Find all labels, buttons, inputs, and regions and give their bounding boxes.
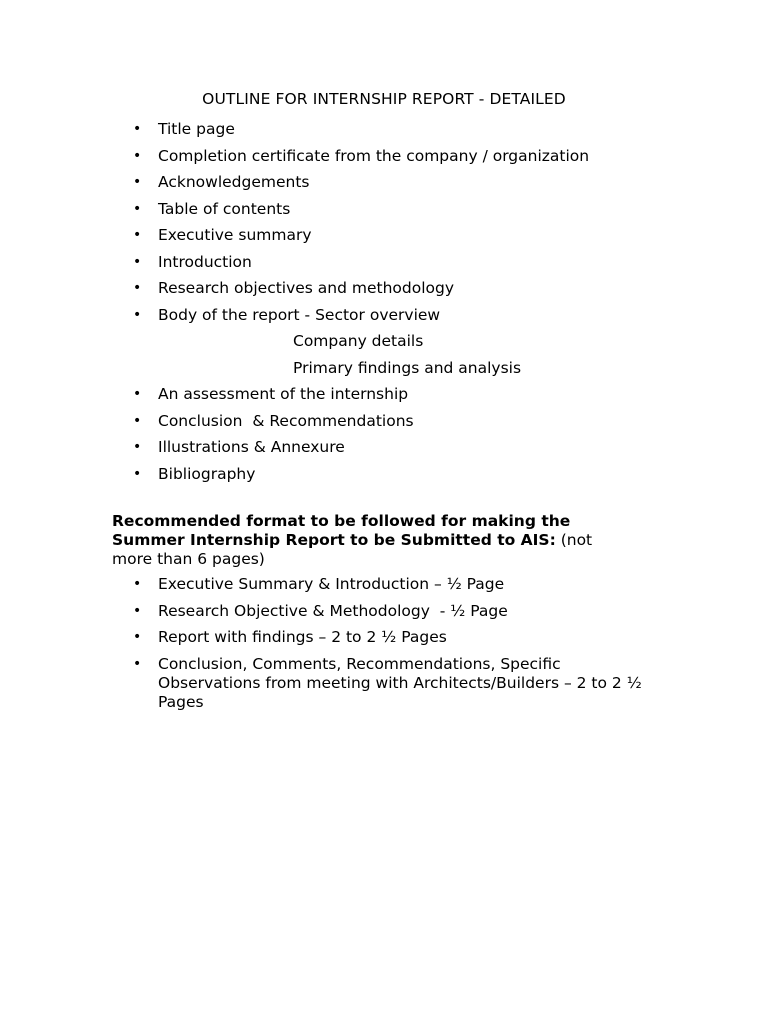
list-item [133, 249, 718, 276]
list-item [133, 381, 718, 408]
list-item [133, 196, 718, 223]
list-item-text: Body of the report - Sector overview [158, 305, 441, 324]
list-item [133, 434, 718, 461]
list-item [133, 143, 718, 170]
page-title: OUTLINE FOR INTERNSHIP REPORT - DETAILED [202, 90, 566, 108]
outline-list [112, 116, 718, 487]
list-item-text: Illustrations & Annexure [158, 438, 345, 456]
bullet-icon: • [133, 280, 142, 296]
sub-list-item [158, 328, 718, 355]
bullet-icon: • [133, 602, 142, 619]
list-item [133, 408, 718, 435]
list-item-text: Bibliography [158, 464, 256, 483]
bullet-icon: • [133, 655, 142, 672]
sub-list-item-text: Company details [293, 332, 424, 350]
list-item-text: Research objectives and methodology [158, 279, 455, 297]
list-item [133, 169, 718, 196]
list-item [133, 302, 718, 329]
list-item-text: Executive summary [158, 226, 312, 244]
list-item-text: Table of contents [158, 199, 291, 218]
bullet-icon: • [133, 386, 142, 402]
sub-list-item [158, 355, 718, 382]
format-heading-bold: Recommended format to be followed for making the Summer Internship Report to be Submitted to AIS: [112, 512, 571, 549]
bullet-icon: • [133, 306, 142, 323]
format-list [112, 575, 658, 719]
list-item [133, 601, 658, 621]
bullet-icon: • [133, 147, 142, 164]
list-item [133, 222, 718, 249]
bullet-icon: • [133, 174, 142, 190]
bullet-icon: • [133, 121, 142, 137]
list-item-text: An assessment of the internship [158, 385, 409, 403]
format-heading [112, 512, 632, 569]
list-item-text: Report with findings – 2 to 2 ½ Pages [158, 628, 447, 646]
list-item-text: Title page [158, 120, 235, 138]
list-item-text: Conclusion, Comments, Recommendations, Specific Observations from meeting with Architects/Builders – 2 to 2 ½ Pages [158, 654, 642, 711]
list-item-text: Executive Summary & Introduction – ½ Page [158, 575, 505, 593]
bullet-icon: • [133, 200, 142, 217]
bullet-icon: • [133, 439, 142, 455]
bullet-icon: • [133, 227, 142, 243]
bullet-icon: • [133, 253, 142, 270]
list-item [133, 116, 718, 143]
bullet-icon: • [133, 412, 142, 429]
list-item-text: Conclusion & Recommendations [158, 411, 414, 430]
format-heading-note: (not more than 6 pages) [112, 531, 593, 568]
list-item-text: Research Objective & Methodology - ½ Page [158, 601, 508, 620]
list-item [133, 275, 718, 302]
list-item-text: Acknowledgements [158, 173, 310, 191]
list-item [133, 654, 658, 712]
bullet-icon: • [133, 465, 142, 482]
bullet-icon: • [133, 629, 142, 645]
list-item-text: Introduction [158, 252, 252, 271]
list-item [133, 628, 658, 647]
sub-list-item-text: Primary findings and analysis [293, 358, 522, 377]
list-item-text: Completion certificate from the company / organization [158, 146, 590, 165]
list-item [133, 575, 658, 594]
bullet-icon: • [133, 576, 142, 592]
list-item [133, 461, 718, 488]
